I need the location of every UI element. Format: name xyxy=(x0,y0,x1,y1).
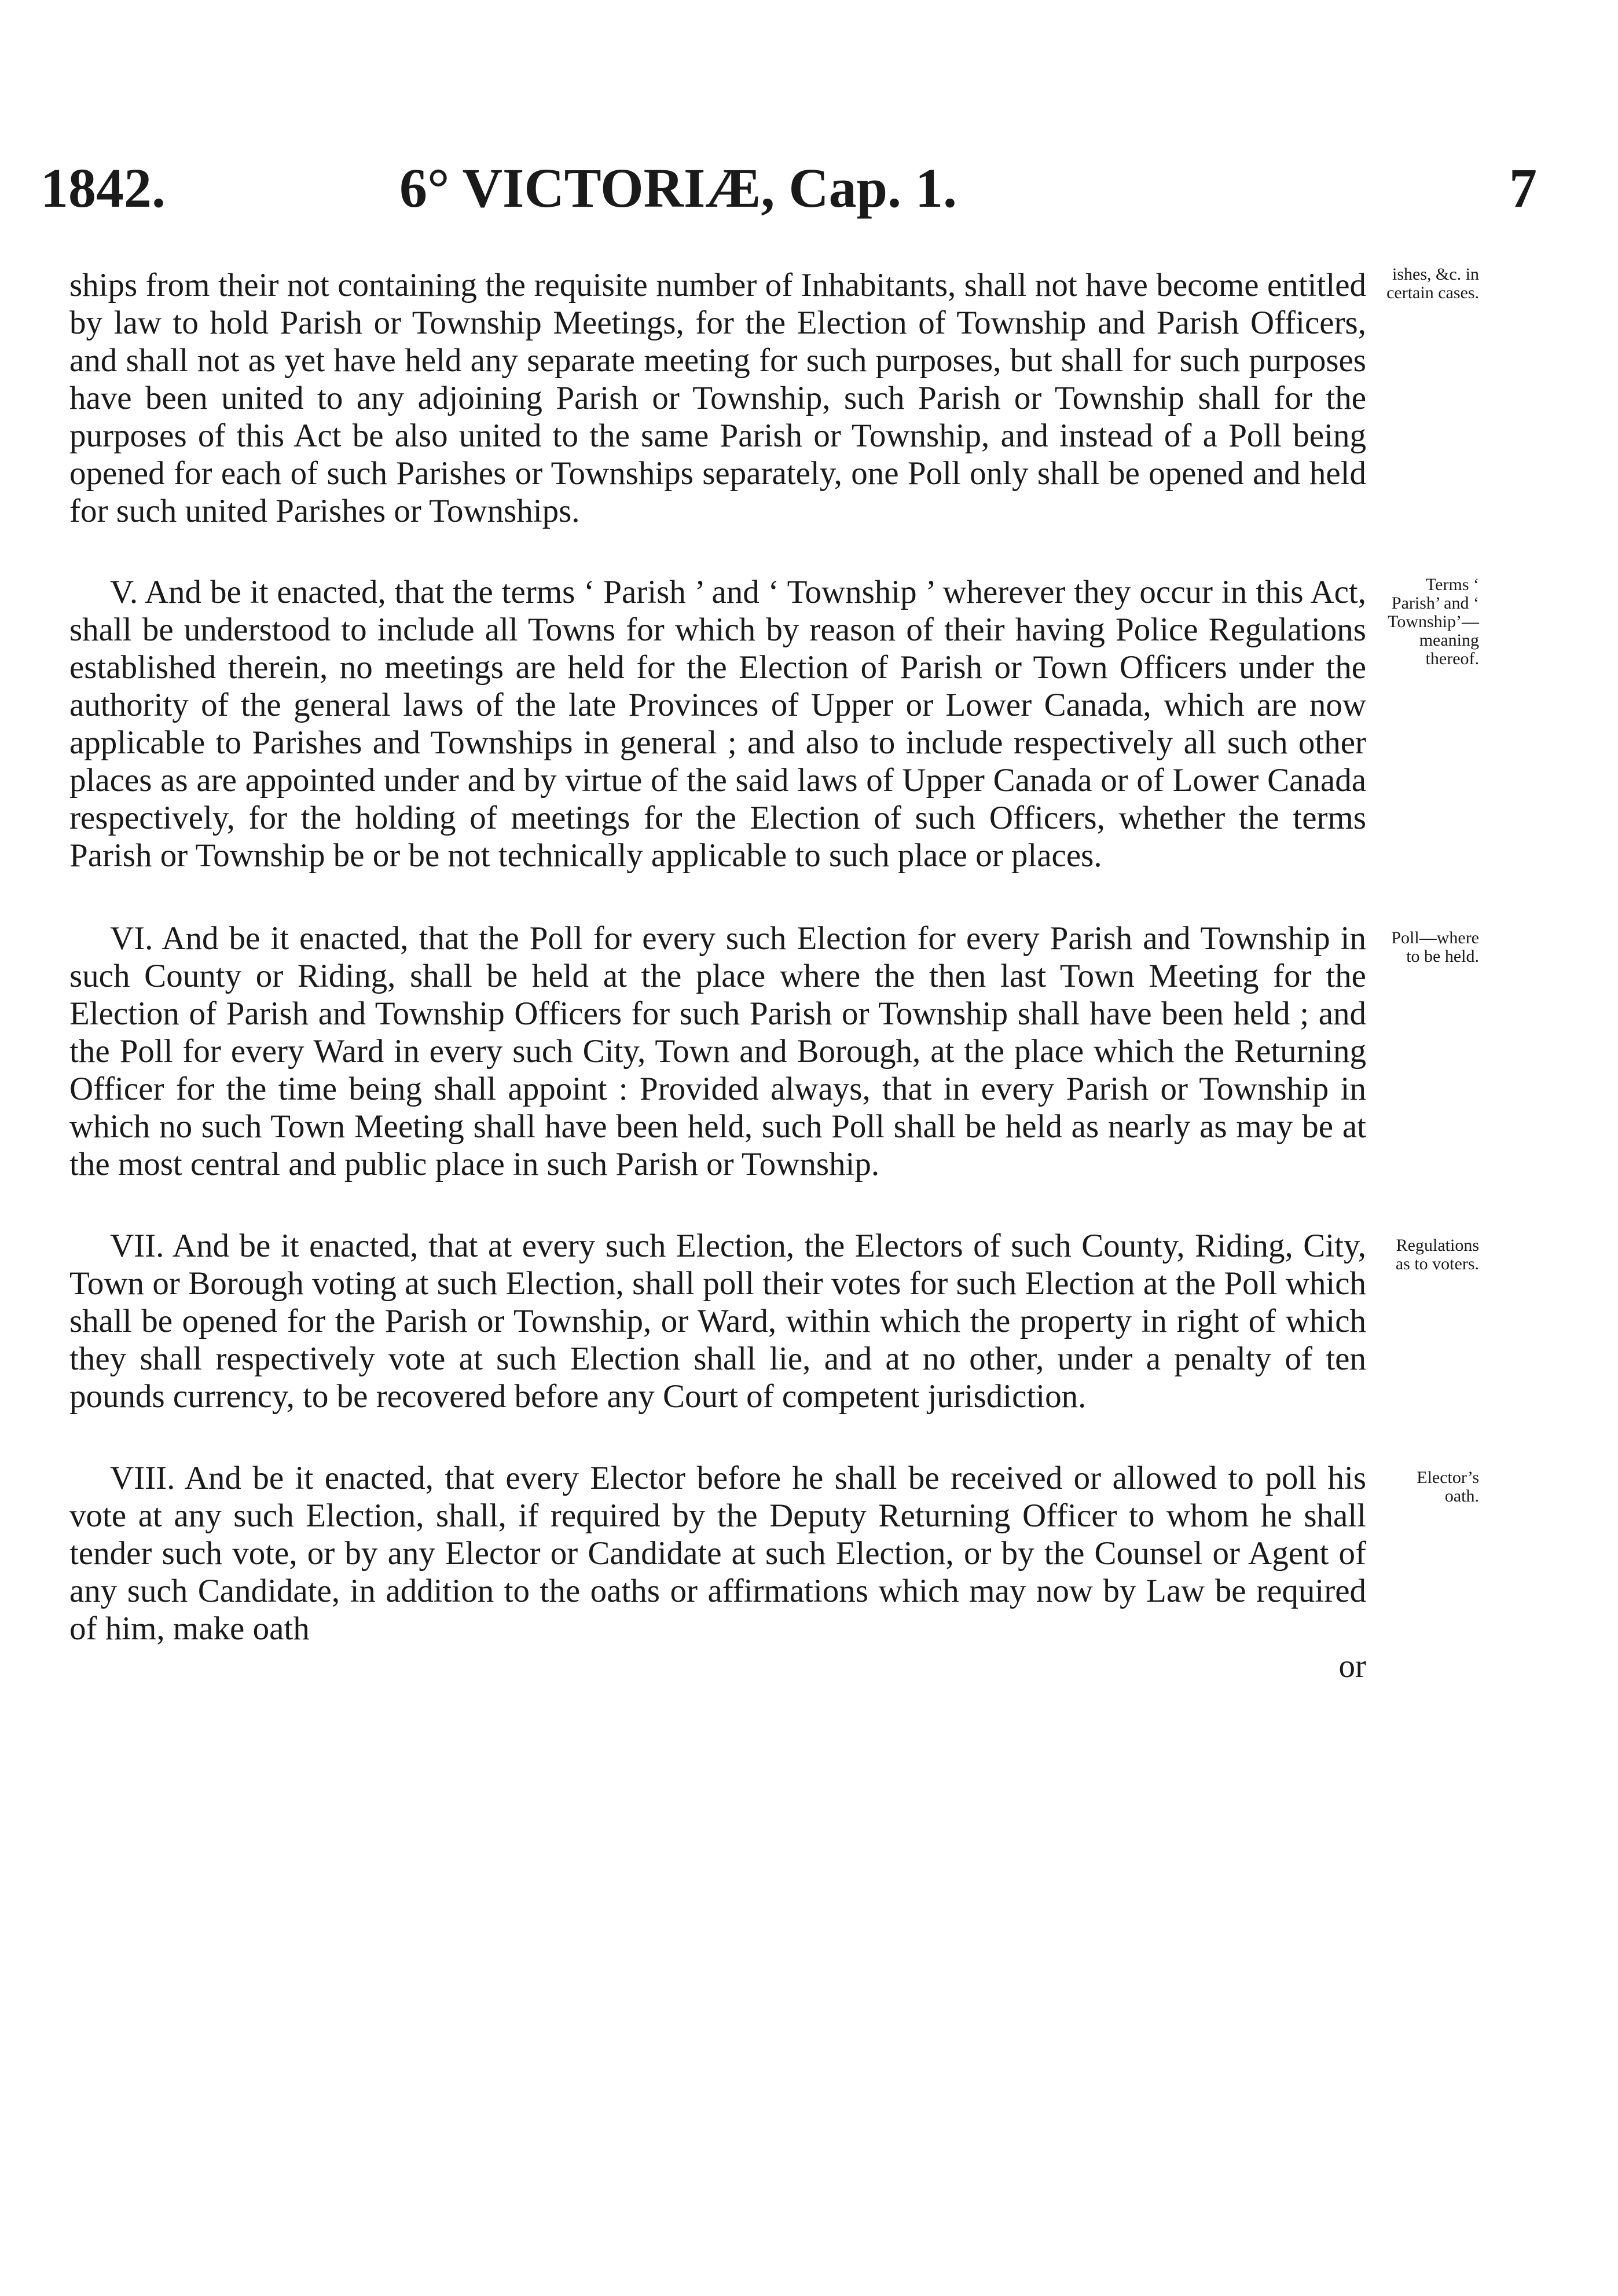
paragraph-text: VII. And be it enacted, that at every such Election, the Electors of such County, Riding, City, Town or Borough voting at such Election, shall poll their votes for such Election at the Poll which shall be opened for the Parish or Township, or Ward, within which the property in right of which they shall respectively vote at such Election shall lie, and at no other, under a penalty of ten pounds currency, to be recovered before any Court of competent jurisdiction. xyxy=(69,1228,1366,1415)
header-year: 1842. xyxy=(41,157,166,219)
section-vii xyxy=(69,1227,1479,1415)
page-header xyxy=(41,156,1537,220)
margin-note: Elector’s oath. xyxy=(1417,1468,1479,1506)
header-title: 6° VICTORIÆ, Cap. 1. xyxy=(399,157,957,219)
paragraph-continued xyxy=(69,265,1479,530)
section-v xyxy=(69,573,1479,874)
page-number: 7 xyxy=(1509,157,1537,219)
margin-note: ishes, &c. in certain cases. xyxy=(1386,265,1479,302)
section-vi xyxy=(69,920,1479,1183)
section-viii xyxy=(69,1459,1479,1647)
margin-note: Poll—where to be held. xyxy=(1391,928,1479,966)
paragraph-text: VIII. And be it enacted, that every Elector before he shall be received or allowed to poll his vote at any such Election, shall, if required by the Deputy Returning Officer to whom he shall tender such vote, or by any Elector or Candidate at such Election, or by the Counsel or Agent of any such Candidate, in addition to the oaths or affirmations which may now by Law be required of him, make oath xyxy=(69,1460,1366,1647)
margin-note: Terms ‘ Parish’ and ‘ Township’—meaning thereof. xyxy=(1388,575,1479,668)
paragraph-text: V. And be it enacted, that the terms ‘ Parish ’ and ‘ Township ’ wherever they occur in this Act, shall be understood to include all Towns for which by reason of their having Police Regulations established therein, no meetings are held for the Election of Parish or Town Officers under the authority of the general laws of the late Provinces of Upper or Lower Canada, which are now applicable to Parishes and Townships in general ; and also to include respectively all such other places as are appointed under and by virtue of the said laws of Upper Canada or of Lower Canada respectively, for the holding of meetings for the Election of such Officers, whether the terms Parish or Township be or be not technically applicable to such place or places. xyxy=(69,574,1366,874)
paragraph-text: VI. And be it enacted, that the Poll for every such Election for every Parish and Township in such County or Riding, shall be held at the place where the then last Town Meeting for the Election of Parish and Township Officers for such Parish or Township shall have been held ; and the Poll for every Ward in every such City, Town and Borough, at the place which the Returning Officer for the time being shall appoint : Provided always, that in every Parish or Township in which no such Town Meeting shall have been held, such Poll shall be held as nearly as may be at the most central and public place in such Parish or Township. xyxy=(69,920,1366,1182)
margin-note: Regulations as to voters. xyxy=(1395,1236,1479,1273)
page-body xyxy=(69,265,1479,1685)
catchword: or xyxy=(1338,1648,1366,1685)
paragraph-text: ships from their not containing the requisite number of Inhabitants, shall not have become entitled by law to hold Parish or Township Meetings, for the Election of Township and Parish Officers, and shall not as yet have held any separate meeting for such purposes, but shall for such purposes have been united to any adjoining Parish or Township, such Parish or Township shall for the purposes of this Act be also united to the same Parish or Township, and instead of a Poll being opened for each of such Parishes or Townships separately, one Poll only shall be opened and held for such united Parishes or Townships. xyxy=(69,267,1366,529)
